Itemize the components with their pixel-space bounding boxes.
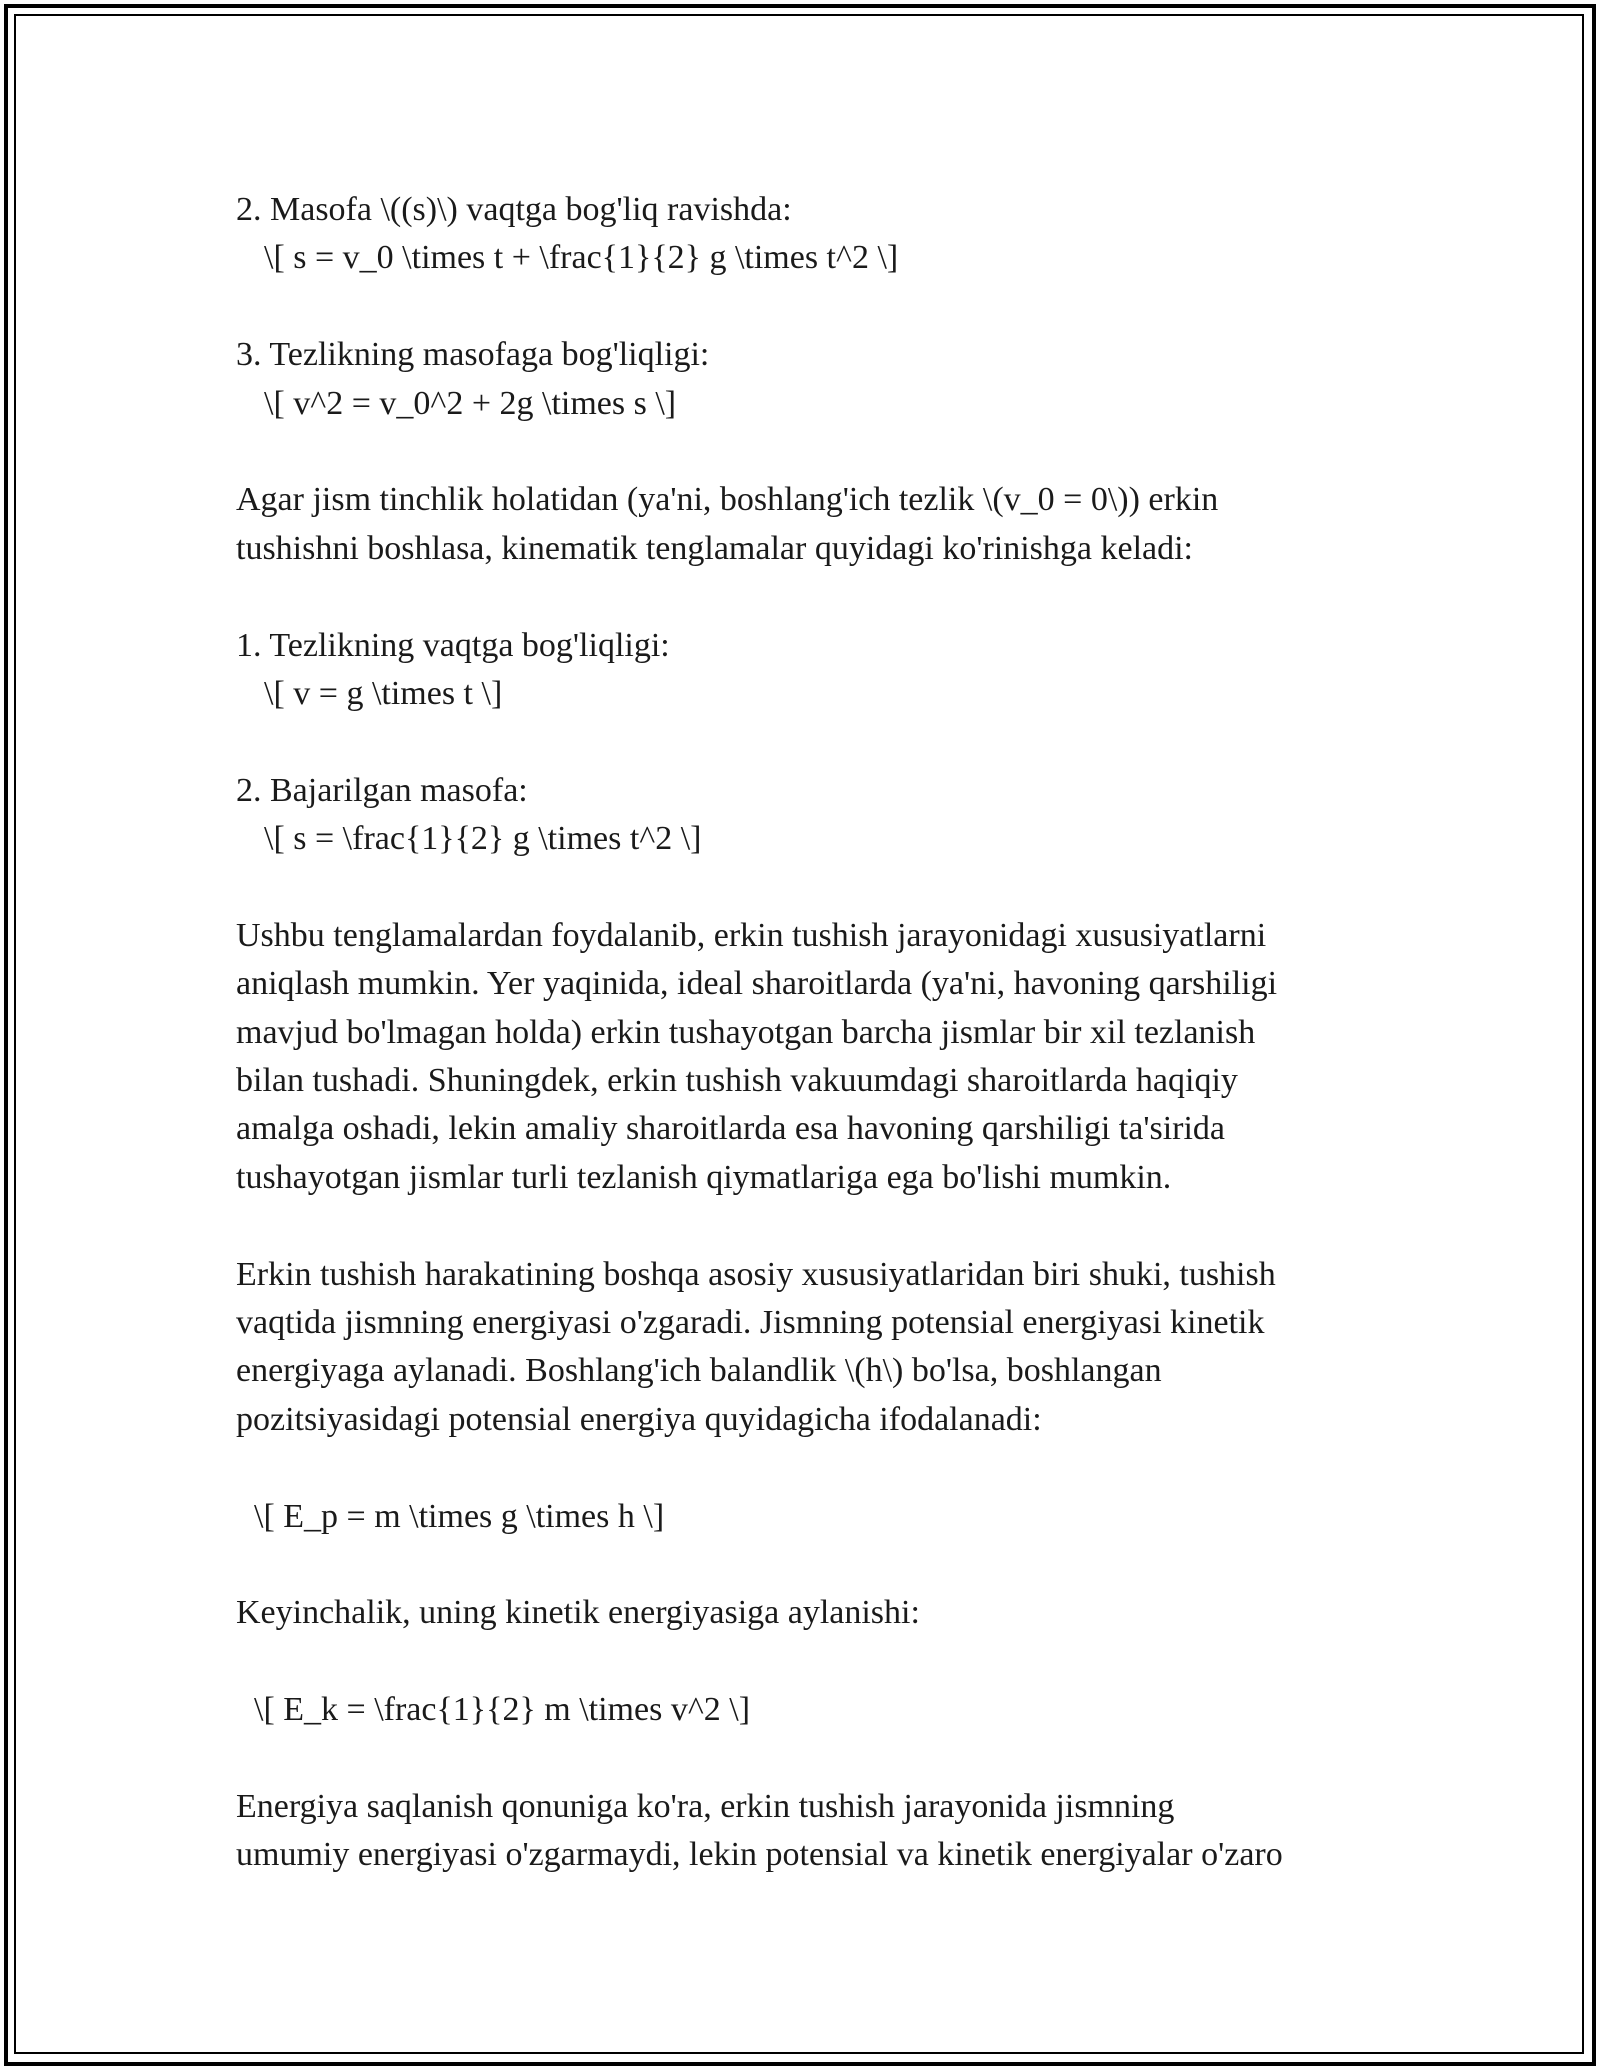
text-line: Erkin tushish harakatining boshqa asosiy xususiyatlaridan biri shuki, tushish: [236, 1255, 1276, 1293]
blank-line: [236, 1541, 1396, 1589]
text-line: bilan tushadi. Shuningdek, erkin tushish vakuumdagi sharoitlarda haqiqiy: [236, 1062, 1238, 1100]
text-line: aniqlash mumkin. Yer yaqinida, ideal sharoitlarda (ya'ni, havoning qarshiligi: [236, 965, 1278, 1003]
document-body: [236, 186, 1396, 1880]
equation-line: \[ s = \frac{1}{2} g \times t^2 \]: [264, 820, 702, 858]
equation-line: \[ v^2 = v_0^2 + 2g \times s \]: [264, 384, 677, 422]
blank-line: [236, 1444, 1396, 1492]
blank-line: [236, 573, 1396, 621]
text-line: energiyaga aylanadi. Boshlang'ich balandlik \(h\) bo'lsa, boshlangan: [236, 1352, 1162, 1390]
equation-line: \[ E_p = m \times g \times h \]: [254, 1497, 665, 1535]
blank-line: [236, 1202, 1396, 1250]
text-line: Ushbu tenglamalardan foydalanib, erkin tushish jarayonidagi xususiyatlarni: [236, 916, 1267, 954]
text-line: umumiy energiyasi o'zgarmaydi, lekin potensial va kinetik energiyalar o'zaro: [236, 1836, 1283, 1874]
text-line: tushayotgan jismlar turli tezlanish qiymatlariga ega bo'lishi mumkin.: [236, 1158, 1172, 1196]
text-line: 2. Masofa \((s)\) vaqtga bog'liq ravishda:: [236, 191, 792, 228]
text-line: vaqtida jismning energiyasi o'zgaradi. Jismning potensial energiyasi kinetik: [236, 1303, 1265, 1341]
text-line: amalga oshadi, lekin amaliy sharoitlarda esa havoning qarshiligi ta'sirida: [236, 1110, 1226, 1148]
equation-line: \[ v = g \times t \]: [264, 674, 503, 712]
blank-line: [236, 718, 1396, 766]
equation-line: \[ E_k = \frac{1}{2} m \times v^2 \]: [254, 1691, 751, 1729]
text-line: mavjud bo'lmagan holda) erkin tushayotgan barcha jismlar bir xil tezlanish: [236, 1013, 1256, 1051]
blank-line: [236, 1735, 1396, 1783]
blank-line: [236, 1638, 1396, 1686]
text-line: 1. Tezlikning vaqtga bog'liqligi:: [236, 626, 670, 664]
blank-line: [236, 863, 1396, 911]
text-line: 2. Bajarilgan masofa:: [236, 771, 528, 809]
text-line: pozitsiyasidagi potensial energiya quyidagicha ifodalanadi:: [236, 1400, 1042, 1438]
blank-line: [236, 428, 1396, 476]
text-line: Energiya saqlanish qonuniga ko'ra, erkin tushish jarayonida jismning: [236, 1787, 1175, 1825]
text-line: tushishni boshlasa, kinematik tenglamalar quyidagi ko'rinishga keladi:: [236, 529, 1193, 567]
equation-line: \[ s = v_0 \times t + \frac{1}{2} g \times t^2 \]: [264, 239, 899, 277]
text-line: Agar jism tinchlik holatidan (ya'ni, boshlang'ich tezlik \(v_0 = 0\)) erkin: [236, 481, 1219, 519]
text-line: Keyinchalik, uning kinetik energiyasiga aylanishi:: [236, 1594, 920, 1632]
text-line: 3. Tezlikning masofaga bog'liqligi:: [236, 336, 710, 374]
blank-line: [236, 283, 1396, 331]
